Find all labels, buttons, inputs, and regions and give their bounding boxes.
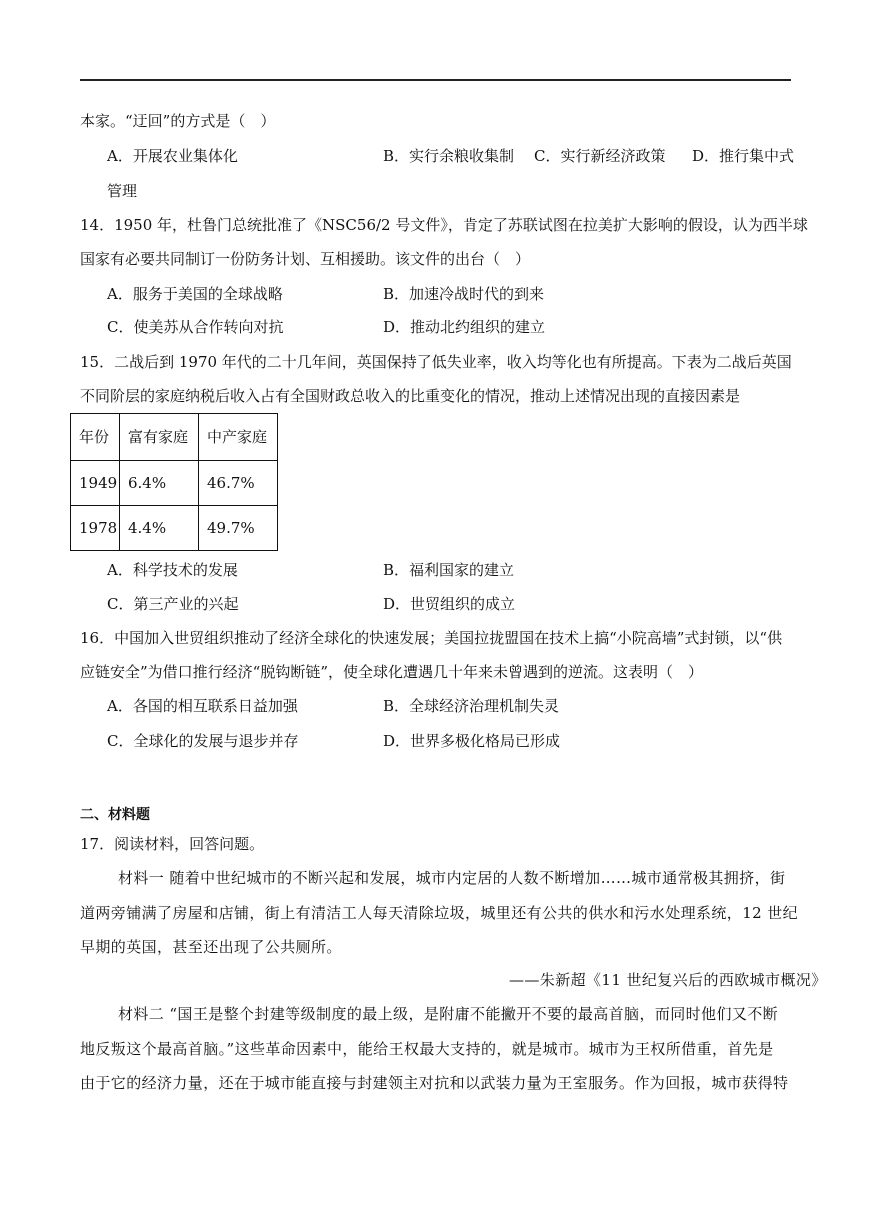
material2-line3: 由于它的经济力量，还在于城市能直接与封建领主对抗和以武装力量为王室服务。作为回报，城市获得特 bbox=[80, 1074, 789, 1092]
q15-stem-line1: 15．二战后到 1970 年代的二十几年间，英国保持了低失业率，收入均等化也有所提高。下表为二战后英国 bbox=[80, 353, 792, 371]
table-cell: 1949 bbox=[71, 461, 120, 506]
q14-stem-line1: 14．1950 年，杜鲁门总统批准了《NSC56/2 号文件》，肯定了苏联试图在拉美扩大影响的假设，认为西半球 bbox=[80, 216, 808, 234]
q14-option-b: B．加速冷战时代的到来 bbox=[383, 285, 545, 303]
q13-option-d-cont: 管理 bbox=[107, 182, 138, 200]
table-header-cell: 富有家庭 bbox=[120, 414, 199, 461]
q16-option-b: B．全球经济治理机制失灵 bbox=[383, 697, 560, 715]
income-table bbox=[70, 413, 278, 551]
table-cell: 1978 bbox=[71, 506, 120, 551]
material1-source: ——朱新超《11 世纪复兴后的西欧城市概况》 bbox=[509, 971, 827, 989]
table-cell: 49.7% bbox=[199, 506, 278, 551]
q13-option-d: D．推行集中式 bbox=[692, 147, 795, 165]
q16-stem-line1: 16．中国加入世贸组织推动了经济全球化的快速发展；美国拉拢盟国在技术上搞“小院高墙”式封锁，以“供 bbox=[80, 629, 783, 647]
q13-tail: 本家。“迂回”的方式是（ ） bbox=[80, 112, 276, 130]
q13-option-b: B．实行余粮收集制 bbox=[383, 147, 515, 165]
material1-line1: 材料一 随着中世纪城市的不断兴起和发展，城市内定居的人数不断增加……城市通常极其拥挤，街 bbox=[118, 869, 786, 887]
table-cell: 6.4% bbox=[120, 461, 199, 506]
table-header-cell: 中产家庭 bbox=[199, 414, 278, 461]
material2-line1: 材料二 “国王是整个封建等级制度的最上级，是附庸不能撇开不要的最高首脑，而同时他们又不断 bbox=[118, 1005, 779, 1023]
q15-stem-line2: 不同阶层的家庭纳税后收入占有全国财政总收入的比重变化的情况，推动上述情况出现的直接因素是 bbox=[80, 387, 741, 405]
q16-option-c: C．全球化的发展与退步并存 bbox=[107, 732, 299, 750]
material1-line3: 早期的英国，甚至还出现了公共厕所。 bbox=[80, 938, 342, 956]
q17-stem: 17．阅读材料，回答问题。 bbox=[80, 835, 265, 853]
q13-option-a: A．开展农业集体化 bbox=[107, 147, 238, 165]
q16-option-a: A．各国的相互联系日益加强 bbox=[107, 697, 298, 715]
q14-option-d: D．推动北约组织的建立 bbox=[383, 318, 546, 336]
q14-option-a: A．服务于美国的全球战略 bbox=[107, 285, 283, 303]
table-cell: 4.4% bbox=[120, 506, 199, 551]
table-cell: 46.7% bbox=[199, 461, 278, 506]
table-row bbox=[71, 461, 278, 506]
q13-option-c: C．实行新经济政策 bbox=[534, 147, 666, 165]
q14-option-c: C．使美苏从合作转向对抗 bbox=[107, 318, 284, 336]
q16-option-d: D．世界多极化格局已形成 bbox=[383, 732, 561, 750]
table-row bbox=[71, 506, 278, 551]
section-heading: 二、材料题 bbox=[80, 807, 150, 823]
q15-option-d: D．世贸组织的成立 bbox=[383, 595, 516, 613]
header-rule bbox=[80, 79, 791, 81]
material2-line2: 地反叛这个最高首脑。”这些革命因素中，能给王权最大支持的，就是城市。城市为王权所借重，首先是 bbox=[80, 1040, 774, 1058]
q14-stem-line2: 国家有必要共同制订一份防务计划、互相援助。该文件的出台（ ） bbox=[80, 250, 531, 268]
table-header-cell: 年份 bbox=[71, 414, 120, 461]
q15-option-a: A．科学技术的发展 bbox=[107, 561, 238, 579]
q15-option-b: B．福利国家的建立 bbox=[383, 561, 515, 579]
q16-stem-line2: 应链安全”为借口推行经济“脱钩断链”，使全球化遭遇几十年来未曾遇到的逆流。这表明（ ） bbox=[80, 663, 704, 681]
material1-line2: 道两旁铺满了房屋和店铺，街上有清洁工人每天清除垃圾，城里还有公共的供水和污水处理系统，12 世纪 bbox=[80, 904, 799, 922]
table-header-row bbox=[71, 414, 278, 461]
q15-option-c: C．第三产业的兴起 bbox=[107, 595, 239, 613]
